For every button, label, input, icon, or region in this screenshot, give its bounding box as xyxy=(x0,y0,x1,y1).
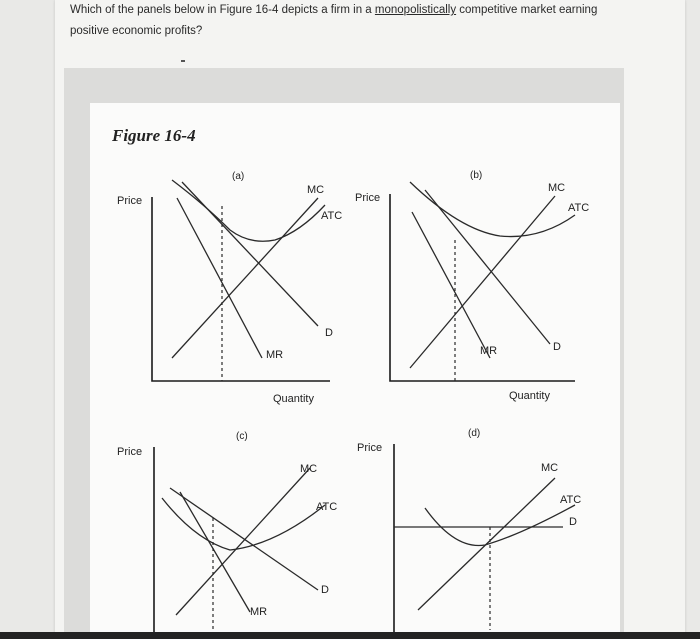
panel-d-tag: (d) xyxy=(468,428,481,439)
panel-b-mr-curve xyxy=(412,212,490,358)
bottom-edge-bar xyxy=(0,632,700,639)
panel-d-mc-curve xyxy=(418,478,555,610)
panel-b-atc-label: ATC xyxy=(568,202,590,214)
panel-a-tag: (a) xyxy=(232,171,245,182)
panel-b-tag: (b) xyxy=(470,170,483,181)
panel-c-d-label: D xyxy=(321,584,329,596)
panel-b-price-label: Price xyxy=(355,192,381,204)
panel-d-mc-label: MC xyxy=(541,462,559,474)
panel-c-mc-curve xyxy=(176,468,310,615)
panel-c-demand-curve xyxy=(170,488,318,590)
panel-b xyxy=(355,170,589,402)
panel-b-mc-curve xyxy=(410,196,555,368)
panel-a-mc-curve xyxy=(172,198,318,358)
panel-d-price-label: Price xyxy=(357,442,383,454)
panel-d-atc-label: ATC xyxy=(560,494,582,506)
panel-c-mr-label: MR xyxy=(250,606,268,618)
panel-c-atc-label: ATC xyxy=(316,501,338,513)
question-suffix: competitive market earning positive economic profits? xyxy=(70,4,598,37)
question-underlined-word: monopolistically xyxy=(374,4,457,16)
panel-d-atc-curve xyxy=(425,505,575,546)
panel-c xyxy=(117,431,337,639)
panel-b-d-label: D xyxy=(553,341,561,353)
panel-c-price-label: Price xyxy=(117,446,143,458)
panel-a-d-label: D xyxy=(325,327,333,339)
panel-c-mr-curve xyxy=(180,492,250,612)
panel-b-quantity-label: Quantity xyxy=(509,390,550,402)
panel-a-atc-label: ATC xyxy=(321,210,343,222)
panel-c-atc-curve xyxy=(162,498,325,550)
panel-b-mr-label: MR xyxy=(480,345,498,357)
question-prefix: Which of the panels below in Figure 16-4 depicts a firm in a xyxy=(70,4,375,16)
panel-d-d-label: D xyxy=(569,516,577,528)
figure-title: Figure 16-4 xyxy=(112,126,196,145)
panel-c-mc-label: MC xyxy=(300,463,318,475)
panel-c-tag: (c) xyxy=(236,431,248,442)
panel-b-demand-curve xyxy=(425,190,550,344)
panel-a-mr-label: MR xyxy=(266,349,284,361)
panel-a-demand-curve xyxy=(182,182,318,326)
panel-d xyxy=(357,428,581,639)
panel-a-mc-label: MC xyxy=(307,184,325,196)
panel-a xyxy=(117,171,342,405)
panel-a-quantity-label: Quantity xyxy=(273,393,314,405)
panel-b-mc-label: MC xyxy=(548,182,566,194)
panel-a-price-label: Price xyxy=(117,195,143,207)
